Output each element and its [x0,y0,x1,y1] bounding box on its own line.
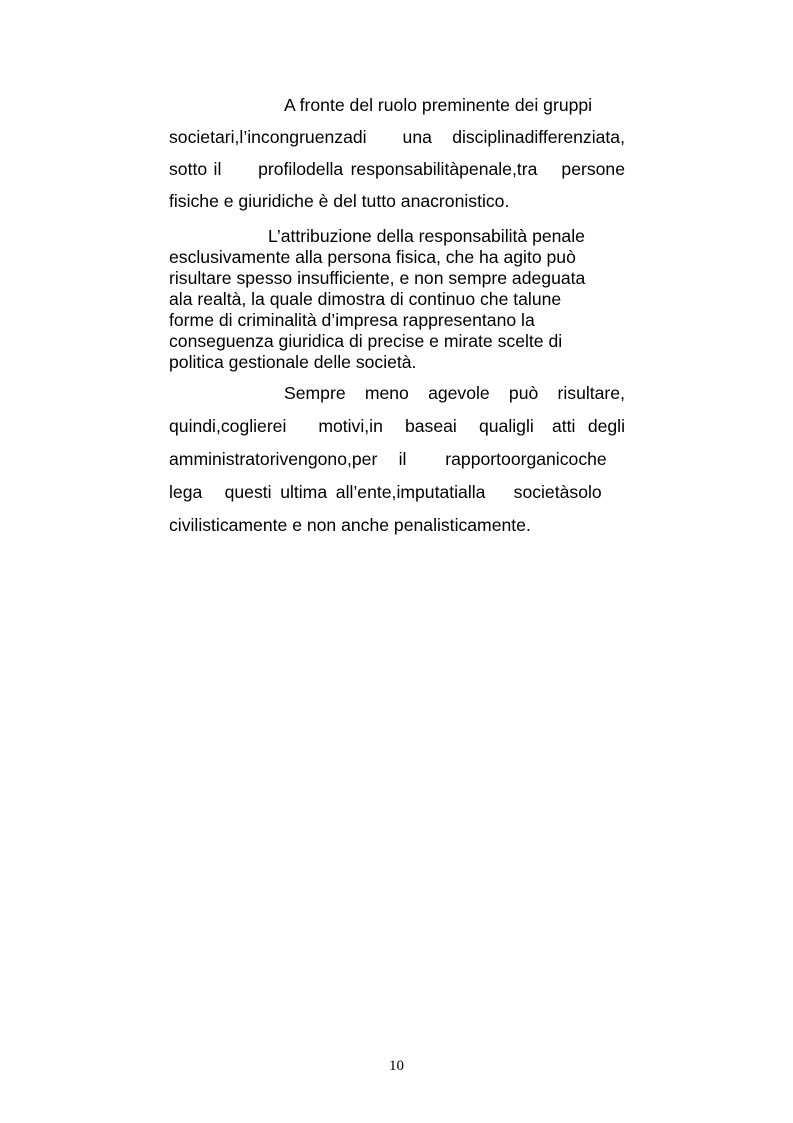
document-page: A fronte del ruolo preminente dei gruppi societari, l’incongruenza di una disciplina differenziata, sotto il profilo della responsabilità penale, tra persone fisiche e giuridiche è del tutto anacronistico. L’attribuzione della responsabilità penale esclusivamente alla persona fisica, che ha agito può risultare spesso insufficiente, e non sempre adeguata ala realtà, la quale dimostra di continuo che talune forme di criminalità d’impresa rappresentano la conseguenza giuridica di precise e mirate scelte di politica gestionale delle società. Sempre meno agevole può risultare, quindi, cogliere i motivi, in base ai quali gli atti degli amministratori vengono, per il rapporto organico che lega questi ultima all’ente, imputati alla società solo civilisticamente e non anche penalisticamente. 10 [0,0,793,1123]
page-number: 10 [389,1058,404,1074]
